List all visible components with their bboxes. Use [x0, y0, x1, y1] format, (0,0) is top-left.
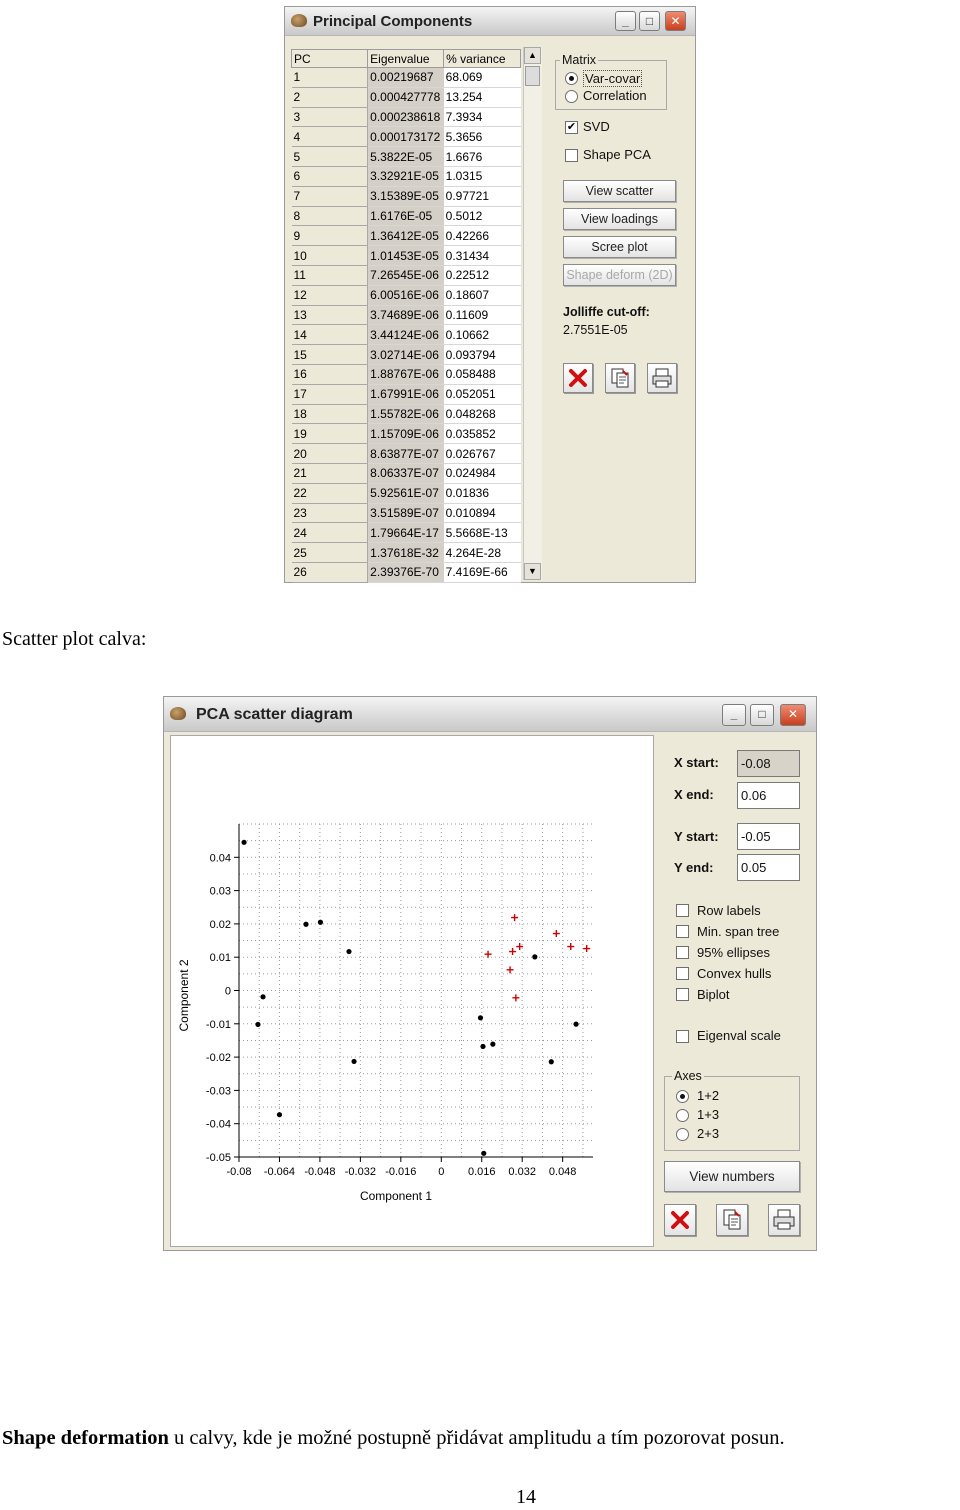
- scatter-point-plus[interactable]: [567, 943, 574, 950]
- axes-2-3-radio[interactable]: [676, 1128, 689, 1141]
- scatter-point-dot[interactable]: [260, 994, 265, 999]
- eigenvalue-cell[interactable]: 1.6176E-05: [368, 206, 444, 226]
- pc-titlebar[interactable]: [285, 7, 695, 36]
- pc-number-cell[interactable]: 20: [292, 444, 368, 464]
- y-tick-label: 0.03: [209, 885, 231, 898]
- y-end-input[interactable]: [737, 854, 800, 881]
- variance-cell[interactable]: 7.3934: [444, 107, 521, 127]
- pc-number-cell[interactable]: 26: [292, 562, 368, 582]
- eigenvalue-cell[interactable]: 3.74689E-06: [368, 305, 444, 325]
- scatter-point-plus[interactable]: [583, 945, 590, 952]
- variance-cell[interactable]: 0.010894: [444, 503, 521, 523]
- variance-cell[interactable]: 0.01836: [444, 483, 521, 503]
- caption-shape-text: Shape deformation u calvy, kde je možné postupně přidávat amplitudu a tím pozorovat posun.: [2, 1427, 785, 1449]
- shape-pca-label[interactable]: Shape PCA: [583, 147, 651, 162]
- scatter-point-dot[interactable]: [255, 1022, 260, 1027]
- eigenvalue-cell[interactable]: 1.37618E-32: [368, 543, 444, 563]
- var-covar-label[interactable]: Var-covar: [585, 71, 641, 86]
- scatter-point-plus[interactable]: [511, 914, 518, 921]
- table-row[interactable]: [292, 107, 521, 127]
- y-tick-label: -0.02: [205, 1052, 231, 1065]
- view-loadings-button[interactable]: View loadings: [563, 208, 676, 230]
- pc-number-cell[interactable]: 24: [292, 523, 368, 543]
- eigenvalue-cell[interactable]: 1.88767E-06: [368, 364, 444, 384]
- table-row[interactable]: [292, 364, 521, 384]
- variance-cell[interactable]: 5.3656: [444, 127, 521, 147]
- variance-cell[interactable]: 5.5668E-13: [444, 523, 521, 543]
- eigenvalue-cell[interactable]: 0.00219687: [368, 68, 444, 88]
- scroll-down-icon[interactable]: ▼: [524, 563, 541, 580]
- x-start-label: X start:: [674, 755, 719, 770]
- scroll-up-icon[interactable]: ▲: [524, 47, 541, 64]
- table-row[interactable]: [292, 206, 521, 226]
- maximize-button[interactable]: □: [750, 704, 774, 726]
- variance-cell[interactable]: 0.052051: [444, 384, 521, 404]
- scatter-chart[interactable]: [171, 736, 653, 1246]
- eigenvalue-cell[interactable]: 1.79664E-17: [368, 523, 444, 543]
- y-tick-label: 0: [224, 985, 231, 998]
- variance-cell[interactable]: 1.0315: [444, 166, 521, 186]
- scatter-point-dot[interactable]: [549, 1059, 554, 1064]
- pc-number-cell[interactable]: 9: [292, 226, 368, 246]
- scatter-point-dot[interactable]: [351, 1059, 356, 1064]
- variance-cell[interactable]: 0.093794: [444, 345, 521, 365]
- svd-label[interactable]: SVD: [583, 119, 610, 134]
- y-tick-label: -0.04: [205, 1118, 231, 1131]
- scatter-point-plus[interactable]: [512, 994, 519, 1001]
- variance-cell[interactable]: 0.026767: [444, 444, 521, 464]
- pc-number-cell[interactable]: 11: [292, 265, 368, 285]
- y-tick-label: -0.03: [205, 1085, 231, 1098]
- scatter-point-plus[interactable]: [509, 948, 516, 955]
- eigenvalue-cell[interactable]: 1.36412E-05: [368, 226, 444, 246]
- x-tick-label: 0.016: [467, 1166, 496, 1178]
- minimize-button[interactable]: _: [722, 704, 746, 726]
- eigenvalue-cell[interactable]: 0.000427778: [368, 87, 444, 107]
- pc-window: [284, 6, 696, 583]
- variance-cell[interactable]: 0.048268: [444, 404, 521, 424]
- y-tick-label: 0.04: [209, 852, 231, 865]
- scatter-point-dot[interactable]: [277, 1112, 282, 1117]
- pc-number-cell[interactable]: 21: [292, 463, 368, 483]
- maximize-button[interactable]: □: [639, 11, 660, 31]
- scatter-window: [163, 696, 817, 1251]
- convex-hulls-label[interactable]: Convex hulls: [697, 966, 772, 981]
- variance-cell[interactable]: 0.035852: [444, 424, 521, 444]
- pc-table-scrollbar[interactable]: [523, 47, 542, 580]
- ellipses-checkbox[interactable]: [676, 946, 689, 959]
- table-row[interactable]: [292, 127, 521, 147]
- table-row[interactable]: [292, 265, 521, 285]
- pc-number-cell[interactable]: 6: [292, 166, 368, 186]
- app-icon: [170, 707, 186, 720]
- pc-number-cell[interactable]: 12: [292, 285, 368, 305]
- scatter-point-dot[interactable]: [478, 1015, 483, 1020]
- row-labels-label[interactable]: Row labels: [697, 903, 761, 918]
- pc-number-cell[interactable]: 22: [292, 483, 368, 503]
- table-row[interactable]: [292, 543, 521, 563]
- eigenvalue-cell[interactable]: 1.67991E-06: [368, 384, 444, 404]
- scatter-point-plus[interactable]: [507, 966, 514, 973]
- scatter-point-dot[interactable]: [480, 1044, 485, 1049]
- jolliffe-label: Jolliffe cut-off:: [563, 305, 650, 319]
- variance-cell[interactable]: 0.5012: [444, 206, 521, 226]
- eigenvalue-cell[interactable]: 3.32921E-05: [368, 166, 444, 186]
- eigenvalue-cell[interactable]: 3.02714E-06: [368, 345, 444, 365]
- scatter-point-dot[interactable]: [573, 1022, 578, 1027]
- pc-number-cell[interactable]: 17: [292, 384, 368, 404]
- table-row[interactable]: [292, 325, 521, 345]
- scatter-point-plus[interactable]: [553, 930, 560, 937]
- axes-1-3-radio[interactable]: [676, 1109, 689, 1122]
- table-row[interactable]: [292, 444, 521, 464]
- table-row[interactable]: [292, 384, 521, 404]
- x-tick-label: 0: [438, 1166, 445, 1178]
- y-start-input[interactable]: [737, 823, 800, 850]
- biplot-checkbox[interactable]: [676, 988, 689, 1001]
- eigenval-scale-label[interactable]: Eigenval scale: [697, 1028, 781, 1043]
- table-row[interactable]: [292, 424, 521, 444]
- table-row[interactable]: [292, 87, 521, 107]
- table-row[interactable]: [292, 226, 521, 246]
- x-tick-label: -0.016: [385, 1166, 417, 1178]
- table-row[interactable]: [292, 463, 521, 483]
- table-row[interactable]: [292, 503, 521, 523]
- minimize-button[interactable]: _: [615, 11, 636, 31]
- x-end-input[interactable]: [737, 782, 800, 809]
- matrix-group-title: Matrix: [562, 53, 597, 67]
- y-axis-label: Component 2: [177, 959, 191, 1032]
- eigenvalue-cell[interactable]: 0.000238618: [368, 107, 444, 127]
- convex-hulls-checkbox[interactable]: [676, 967, 689, 980]
- table-row[interactable]: [292, 483, 521, 503]
- pc-number-cell[interactable]: 5: [292, 147, 368, 167]
- variance-cell[interactable]: 0.024984: [444, 463, 521, 483]
- variance-cell[interactable]: 0.42266: [444, 226, 521, 246]
- y-start-label: Y start:: [674, 829, 719, 844]
- x-tick-label: -0.032: [344, 1166, 376, 1178]
- app-icon: [291, 14, 307, 27]
- close-red-x-icon[interactable]: [563, 363, 593, 393]
- svd-checkbox[interactable]: ✔: [566, 121, 577, 133]
- variance-cell[interactable]: 7.4169E-66: [444, 562, 521, 582]
- eigenvalue-cell[interactable]: 8.63877E-07: [368, 444, 444, 464]
- variance-cell[interactable]: 0.18607: [444, 285, 521, 305]
- table-row[interactable]: [292, 562, 521, 582]
- scree-plot-button[interactable]: Scree plot: [563, 236, 676, 258]
- x-end-label: X end:: [674, 787, 714, 802]
- close-button[interactable]: ✕: [665, 11, 686, 31]
- pc-number-cell[interactable]: 14: [292, 325, 368, 345]
- shape-pca-checkbox[interactable]: [565, 149, 578, 162]
- column-header-pc[interactable]: PC: [292, 50, 368, 68]
- column-header-eigenvalue[interactable]: Eigenvalue: [368, 50, 444, 68]
- view-scatter-button[interactable]: View scatter: [563, 180, 676, 202]
- scatter-point-dot[interactable]: [241, 840, 246, 845]
- y-tick-label: -0.05: [205, 1152, 231, 1164]
- table-row[interactable]: [292, 305, 521, 325]
- x-tick-label: -0.08: [226, 1166, 252, 1178]
- copy-icon[interactable]: [605, 363, 635, 393]
- pc-number-cell[interactable]: 7: [292, 186, 368, 206]
- variance-cell[interactable]: 0.31434: [444, 246, 521, 266]
- page-number: 14: [516, 1486, 536, 1508]
- axes-1-3-label[interactable]: 1+3: [697, 1107, 720, 1122]
- variance-cell[interactable]: 68.069: [444, 68, 521, 88]
- eigenvalue-cell[interactable]: 3.44124E-06: [368, 325, 444, 345]
- copy-icon[interactable]: [716, 1204, 748, 1236]
- variance-cell[interactable]: 0.058488: [444, 364, 521, 384]
- scatter-point-dot[interactable]: [318, 920, 323, 925]
- caption-shape-deformation: [2, 1427, 785, 1450]
- var-covar-radio[interactable]: [565, 72, 578, 85]
- correlation-label[interactable]: Correlation: [583, 88, 647, 103]
- eigenvalue-cell[interactable]: 8.06337E-07: [368, 463, 444, 483]
- variance-cell[interactable]: 0.97721: [444, 186, 521, 206]
- axes-1-2-radio[interactable]: [676, 1090, 689, 1103]
- eigenvalue-cell[interactable]: 5.92561E-07: [368, 483, 444, 503]
- axes-1-2-label[interactable]: 1+2: [697, 1088, 720, 1103]
- correlation-radio[interactable]: [565, 90, 578, 103]
- table-row[interactable]: [292, 345, 521, 365]
- variance-cell[interactable]: 4.264E-28: [444, 543, 521, 563]
- x-tick-label: 0.032: [508, 1166, 536, 1178]
- pc-number-cell[interactable]: 19: [292, 424, 368, 444]
- column-header-variance[interactable]: % variance: [444, 50, 521, 68]
- pc-table: [291, 49, 521, 583]
- y-tick-label: -0.01: [205, 1018, 231, 1031]
- table-row[interactable]: [292, 147, 521, 167]
- x-start-input[interactable]: [737, 750, 800, 777]
- scatter-point-dot[interactable]: [303, 922, 308, 927]
- close-button[interactable]: ✕: [780, 704, 806, 726]
- eigenvalue-cell[interactable]: 1.55782E-06: [368, 404, 444, 424]
- pc-number-cell[interactable]: 4: [292, 127, 368, 147]
- scatter-point-plus[interactable]: [485, 951, 492, 958]
- pc-number-cell[interactable]: 13: [292, 305, 368, 325]
- eigenvalue-cell[interactable]: 7.26545E-06: [368, 265, 444, 285]
- y-tick-label: 0.01: [209, 952, 231, 965]
- x-tick-label: -0.048: [304, 1166, 336, 1178]
- x-tick-label: 0.048: [548, 1166, 577, 1178]
- scatter-titlebar[interactable]: [164, 697, 816, 732]
- plot-area: [170, 735, 654, 1247]
- pc-number-cell[interactable]: 10: [292, 246, 368, 266]
- close-red-x-icon[interactable]: [664, 1204, 696, 1236]
- pc-number-cell[interactable]: 16: [292, 364, 368, 384]
- shape-deform-button[interactable]: Shape deform (2D): [563, 264, 676, 286]
- pc-number-cell[interactable]: 1: [292, 68, 368, 88]
- print-icon[interactable]: [647, 363, 677, 393]
- eigenvalue-cell[interactable]: 5.3822E-05: [368, 147, 444, 167]
- scroll-thumb[interactable]: [525, 66, 540, 86]
- table-row[interactable]: [292, 285, 521, 305]
- min-span-tree-label[interactable]: Min. span tree: [697, 924, 780, 939]
- ellipses-label[interactable]: 95% ellipses: [697, 945, 770, 960]
- variance-cell[interactable]: 13.254: [444, 87, 521, 107]
- variance-cell[interactable]: 0.11609: [444, 305, 521, 325]
- eigenvalue-cell[interactable]: 0.000173172: [368, 127, 444, 147]
- variance-cell[interactable]: 1.6676: [444, 147, 521, 167]
- variance-cell[interactable]: 0.22512: [444, 265, 521, 285]
- x-tick-label: -0.064: [263, 1166, 296, 1178]
- table-row[interactable]: [292, 404, 521, 424]
- y-tick-label: 0.02: [209, 918, 231, 931]
- jolliffe-value: 2.7551E-05: [563, 323, 628, 337]
- caption-scatter: Scatter plot calva:: [2, 628, 147, 650]
- eigenval-scale-checkbox[interactable]: [676, 1030, 689, 1043]
- pc-number-cell[interactable]: 3: [292, 107, 368, 127]
- x-axis-label: Component 1: [359, 1189, 433, 1203]
- print-icon[interactable]: [768, 1204, 800, 1236]
- pc-number-cell[interactable]: 2: [292, 87, 368, 107]
- variance-cell[interactable]: 0.10662: [444, 325, 521, 345]
- view-numbers-button[interactable]: View numbers: [664, 1161, 800, 1192]
- table-row[interactable]: [292, 523, 521, 543]
- pc-number-cell[interactable]: 15: [292, 345, 368, 365]
- axes-2-3-label[interactable]: 2+3: [697, 1126, 720, 1141]
- eigenvalue-cell[interactable]: 2.39376E-70: [368, 562, 444, 582]
- biplot-label[interactable]: Biplot: [697, 987, 730, 1002]
- eigenvalue-cell[interactable]: 1.01453E-05: [368, 246, 444, 266]
- eigenvalue-cell[interactable]: 6.00516E-06: [368, 285, 444, 305]
- pc-number-cell[interactable]: 25: [292, 543, 368, 563]
- eigenvalue-cell[interactable]: 3.15389E-05: [368, 186, 444, 206]
- y-end-label: Y end:: [674, 860, 714, 875]
- table-row[interactable]: [292, 186, 521, 206]
- eigenvalue-cell[interactable]: 3.51589E-07: [368, 503, 444, 523]
- scatter-point-dot[interactable]: [481, 1151, 486, 1156]
- table-row[interactable]: [292, 166, 521, 186]
- pc-number-cell[interactable]: 8: [292, 206, 368, 226]
- pc-number-cell[interactable]: 23: [292, 503, 368, 523]
- row-labels-checkbox[interactable]: [676, 904, 689, 917]
- pc-window-title: Principal Components: [313, 13, 473, 30]
- scatter-point-dot[interactable]: [532, 954, 537, 959]
- eigenvalue-cell[interactable]: 1.15709E-06: [368, 424, 444, 444]
- scatter-point-dot[interactable]: [490, 1042, 495, 1047]
- pc-number-cell[interactable]: 18: [292, 404, 368, 424]
- table-row[interactable]: [292, 246, 521, 266]
- scatter-window-title: PCA scatter diagram: [196, 706, 353, 723]
- min-span-tree-checkbox[interactable]: [676, 925, 689, 938]
- scatter-point-dot[interactable]: [346, 949, 351, 954]
- table-row[interactable]: [292, 68, 521, 88]
- axes-group-title: Axes: [674, 1069, 702, 1083]
